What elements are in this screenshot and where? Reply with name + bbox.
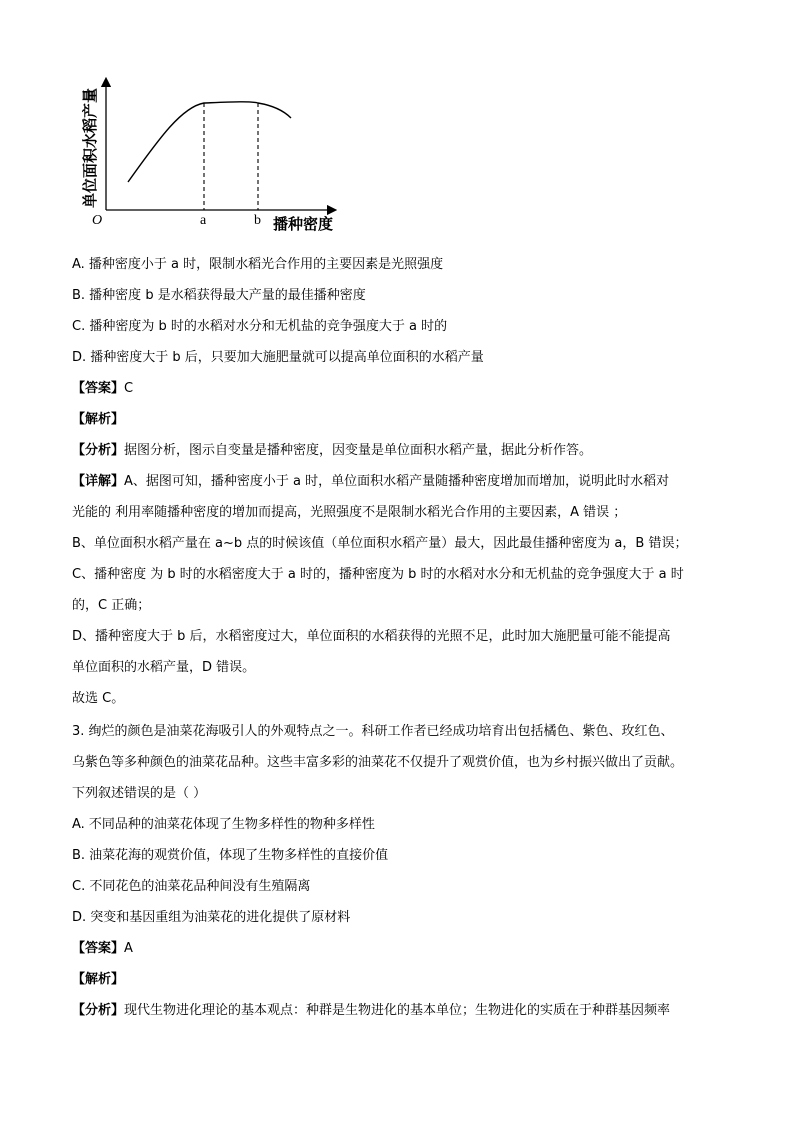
- q2-analysis-tag: 【解析】: [72, 412, 125, 427]
- origin-label: O: [92, 213, 103, 228]
- q2-detail-line-3: B、单位面积水稻产量在 a~b 点的时候该值（单位面积水稻产量）最大，因此最佳播种密度为 a，B 错误；: [72, 536, 688, 551]
- q2-answer: C: [124, 381, 134, 396]
- q2-detail-text-1: A、据图可知，播种密度小于 a 时，单位面积水稻产量随播种密度增加而增加，说明此时水稻对: [124, 474, 670, 489]
- q2-detail-tag: 【详解】: [72, 474, 125, 489]
- q2-option-d: D. 播种密度大于 b 后，只要加大施肥量就可以提高单位面积的水稻产量: [72, 350, 484, 365]
- q3-option-c: C. 不同花色的油菜花品种间没有生殖隔离: [72, 879, 311, 894]
- yield-density-graph: [70, 72, 370, 237]
- q2-detail-line-4: C、播种密度 为 b 时的水稻密度大于 a 时的，播种密度为 b 时的水稻对水分和无机盐的竞争强度大于 a 时: [72, 567, 684, 582]
- q3-option-b: B. 油菜花海的观赏价值，体现了生物多样性的直接价值: [72, 848, 389, 863]
- x-axis-label: 播种密度: [273, 215, 334, 233]
- q3-answer-tag: 【答案】: [72, 941, 125, 956]
- q2-answer-line: [72, 380, 772, 398]
- q2-fenxi-text: 据图分析，图示自变量是播种密度，因变量是单位面积水稻产量，据此分析作答。: [124, 443, 593, 458]
- q2-answer-tag: 【答案】: [72, 381, 125, 396]
- y-axis-label: 单位面积水稻产量: [81, 87, 99, 208]
- tick-label-b: b: [254, 213, 261, 228]
- q3-stem-line-1: 3. 绚烂的颜色是油菜花海吸引人的外观特点之一。科研工作者已经成功培育出包括橘色、紫色、玫红色、: [72, 724, 674, 739]
- q2-fenxi-line: [72, 442, 772, 460]
- q3-option-a: A. 不同品种的油菜花体现了生物多样性的物种多样性: [72, 817, 375, 832]
- q3-stem-line-2: 乌紫色等多种颜色的油菜花品种。这些丰富多彩的油菜花不仅提升了观赏价值，也为乡村振兴做出了贡献。: [72, 755, 684, 770]
- q3-answer-line: [72, 940, 772, 958]
- q2-detail-line-1: [72, 473, 772, 491]
- q3-fenxi-tag: 【分析】: [72, 1003, 125, 1018]
- q3-option-d: D. 突变和基因重组为油菜花的进化提供了原材料: [72, 910, 351, 925]
- q2-detail-line-7: 单位面积的水稻产量，D 错误。: [72, 660, 256, 675]
- q2-detail-line-2: 光能的 利用率随播种密度的增加而提高，光照强度不是限制水稻光合作用的主要因素，A 错误 ；: [72, 505, 627, 520]
- q2-conclusion: 故选 C。: [72, 691, 125, 706]
- q3-answer: A: [124, 941, 133, 956]
- q2-option-b: B. 播种密度 b 是水稻获得最大产量的最佳播种密度: [72, 288, 366, 303]
- tick-label-a: a: [200, 213, 207, 228]
- q2-fenxi-tag: 【分析】: [72, 443, 125, 458]
- q2-detail-line-5: 的，C 正确；: [72, 598, 151, 613]
- q3-analysis-tag: 【解析】: [72, 972, 125, 987]
- yield-curve: [128, 102, 291, 182]
- q2-detail-line-6: D、播种密度大于 b 后，水稻密度过大，单位面积的水稻获得的光照不足，此时加大施肥量可能不能提高: [72, 629, 671, 644]
- q3-fenxi-line: [72, 1002, 772, 1020]
- q3-stem-line-3: 下列叙述错误的是（ ）: [72, 786, 207, 801]
- q2-option-a: A. 播种密度小于 a 时，限制水稻光合作用的主要因素是光照强度: [72, 257, 444, 272]
- graph-svg: [70, 72, 370, 237]
- q3-fenxi-text: 现代生物进化理论的基本观点：种群是生物进化的基本单位；生物进化的实质在于种群基因频率: [124, 1003, 671, 1018]
- q2-option-c: C. 播种密度为 b 时的水稻对水分和无机盐的竞争强度大于 a 时的: [72, 319, 448, 334]
